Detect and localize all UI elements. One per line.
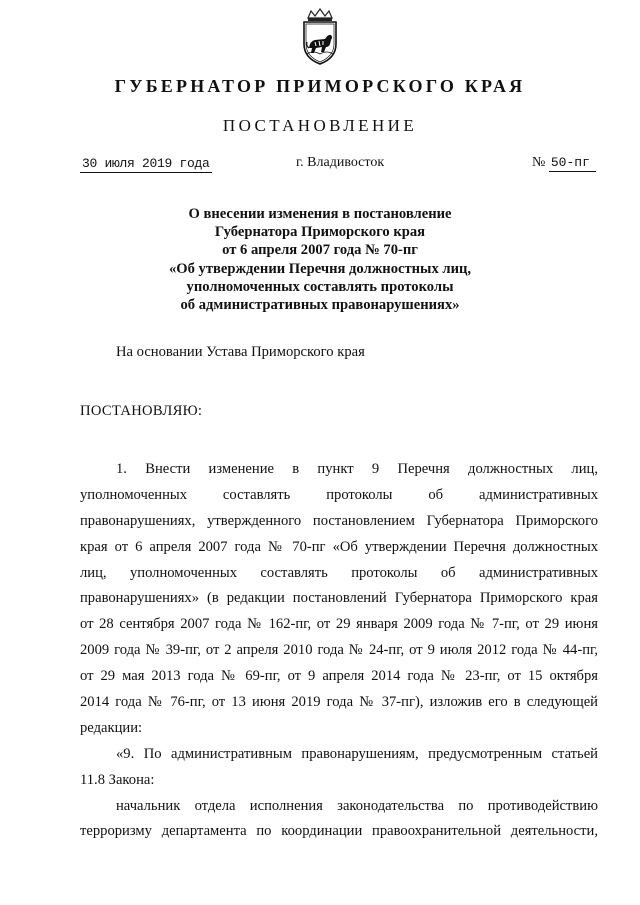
decree-word: ПОСТАНОВЛЯЮ: — [80, 403, 203, 419]
heading-line: об административных правонарушениях» — [180, 297, 460, 314]
body-line: от 28 сентября 2007 года № 162-пг, от 29 января 2009 года № 7-пг, от 29 июня — [80, 616, 598, 633]
heading-line: «Об утверждении Перечня должностных лиц, — [168, 260, 472, 277]
body-line: лиц, уполномоченных составлять протоколы об административных — [80, 564, 598, 581]
basis-paragraph: На основании Устава Приморского края — [116, 344, 365, 360]
heading-line: уполномоченных составлять протоколы — [186, 278, 454, 295]
heading-line: О внесении изменения в постановление — [188, 206, 452, 222]
number-prefix: № — [532, 155, 546, 170]
org-title: ГУБЕРНАТОР ПРИМОРСКОГО КРАЯ — [114, 76, 526, 96]
body-line: 11.8 Закона: — [80, 771, 155, 788]
document-date: 30 июля 2019 года — [82, 156, 210, 171]
body-line: 2009 года № 39-пг, от 2 апреля 2010 года № 24-пг, от 9 июля 2012 года № 44-пг, — [80, 642, 598, 659]
document-city: г. Владивосток — [296, 155, 385, 170]
number-value: 50-пг — [549, 155, 596, 172]
body-line: 2014 года № 76-пг, от 13 июня 2019 года № 37-пг), изложив его в следующей — [80, 694, 598, 711]
body-line: правонарушениях» (в редакции постановлений Губернатора Приморского края — [80, 590, 598, 607]
coat-of-arms-icon — [295, 8, 345, 66]
body-line: правонарушениях, утвержденного постановлением Губернатора Приморского — [80, 512, 598, 529]
body-line: начальник отдела исполнения законодательства по противодействию — [116, 797, 598, 814]
heading-line: Губернатора Приморского края — [214, 224, 426, 241]
body-line: 1. Внести изменение в пункт 9 Перечня должностных лиц, — [116, 461, 598, 477]
body-text — [80, 457, 598, 845]
body-line: «9. По административным правонарушениям, предусмотренным статьей — [116, 745, 598, 762]
body-line: редакции: — [80, 719, 143, 736]
body-line: терроризму департамента по координации правоохранительной деятельности, — [80, 823, 598, 840]
document-type: ПОСТАНОВЛЕНИЕ — [222, 116, 418, 135]
document-number — [532, 155, 596, 171]
body-line: от 29 мая 2013 года № 69-пг, от 9 апреля 2014 года № 23-пг, от 15 октября — [80, 668, 598, 685]
body-line: края от 6 апреля 2007 года № 70-пг «Об утверждении Перечня должностных — [80, 538, 598, 555]
heading-line: от 6 апреля 2007 года № 70-пг — [222, 242, 418, 259]
document-heading — [0, 205, 640, 314]
body-line: уполномоченных составлять протоколы об административных — [80, 486, 598, 503]
